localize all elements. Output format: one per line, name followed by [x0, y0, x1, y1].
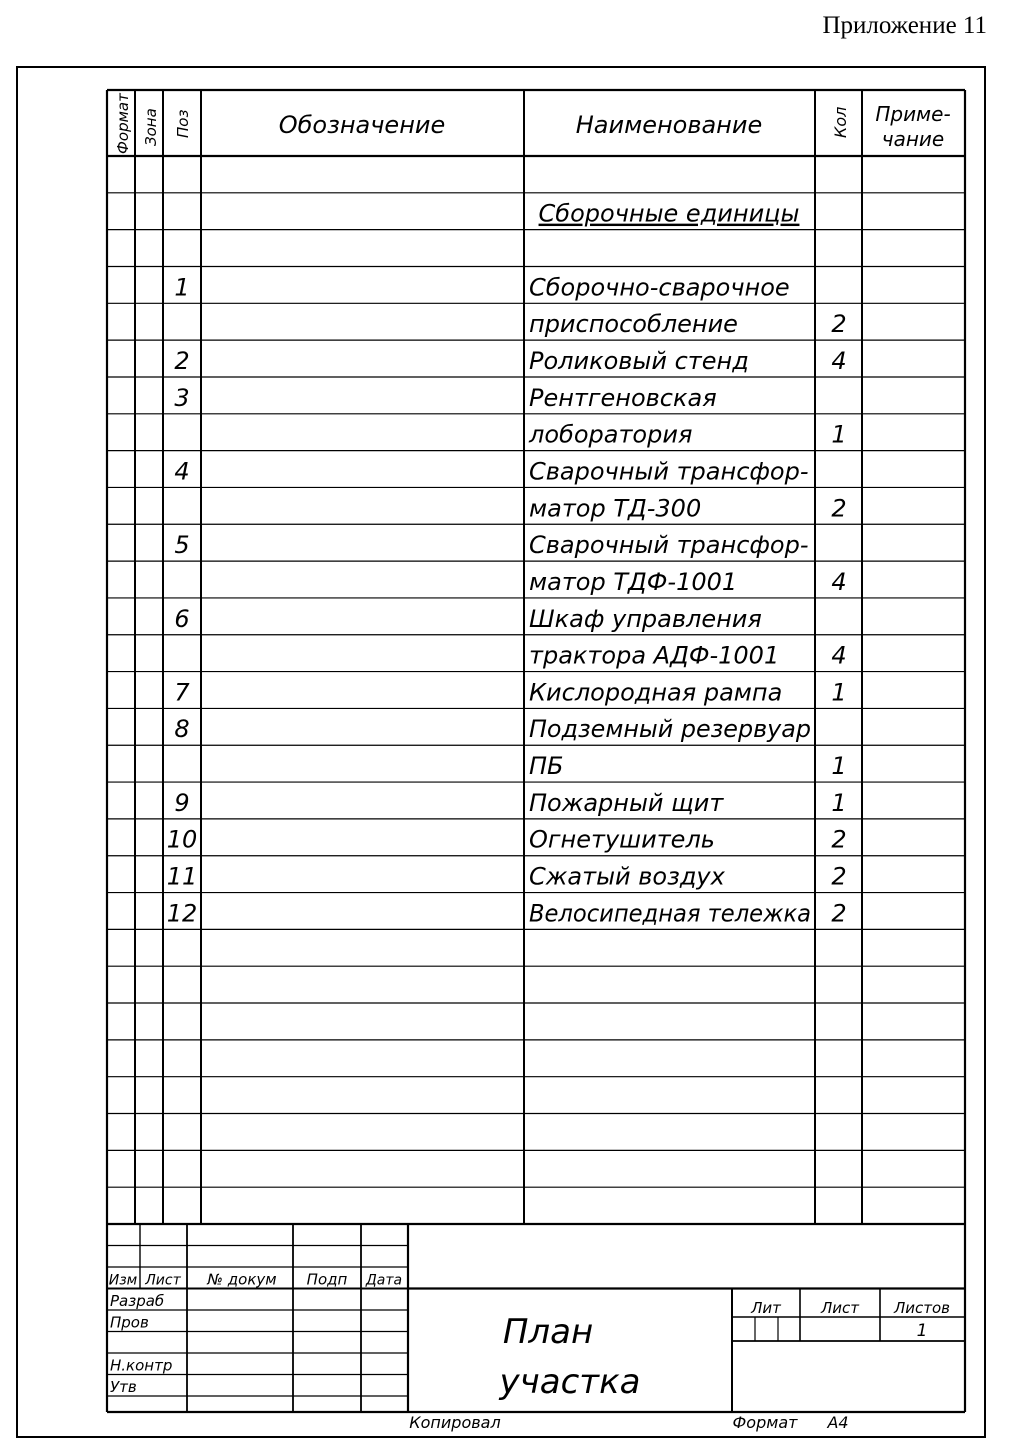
row-name: Кислородная рампа: [529, 678, 783, 707]
row-name: Роликовый стенд: [529, 346, 749, 375]
tb-lit: Лит: [751, 1299, 781, 1317]
tb-title-line1: План: [502, 1312, 594, 1352]
row-pos: 1: [174, 273, 190, 302]
row-pos: 6: [174, 604, 190, 633]
row-name: Рентгеновская: [529, 383, 717, 412]
footer-format-value: A4: [827, 1413, 849, 1432]
row-qty: 2: [831, 862, 847, 891]
row-name: ПБ: [529, 752, 564, 781]
header-zone: Зона: [142, 108, 160, 146]
tb-sheets: Листов: [893, 1299, 951, 1317]
row-pos: 8: [174, 715, 190, 744]
tb-list: Лист: [145, 1272, 181, 1289]
row-name: Пожарный щит: [529, 788, 724, 817]
row-name: матор ТД-300: [529, 494, 702, 523]
header-note-line2: чание: [881, 127, 945, 151]
row-qty: 1: [831, 678, 847, 707]
row-pos: 10: [166, 825, 198, 854]
tb-approved: Утв: [110, 1378, 137, 1396]
row-qty: 1: [831, 788, 847, 817]
row-name: Шкаф управления: [529, 604, 762, 633]
row-qty: 1: [831, 420, 847, 449]
row-qty: 4: [831, 346, 847, 375]
row-qty: 4: [831, 567, 847, 596]
row-name: Огнетушитель: [529, 825, 715, 854]
row-qty: 2: [831, 310, 847, 339]
tb-izm: Изм: [108, 1272, 138, 1289]
appendix-label: Приложение 11: [822, 12, 987, 39]
row-qty: 2: [831, 825, 847, 854]
row-pos: 11: [166, 862, 198, 891]
row-qty: 2: [831, 899, 847, 928]
footer-format-label: Формат: [732, 1413, 798, 1432]
header-pos: Поз: [174, 109, 192, 138]
row-pos: 3: [174, 383, 190, 412]
tb-developed: Разраб: [110, 1292, 165, 1310]
row-pos: 12: [166, 899, 198, 928]
tb-sign: Подп: [306, 1270, 348, 1289]
row-name: матор ТДФ-1001: [529, 567, 738, 596]
tb-title-line2: участка: [499, 1362, 641, 1402]
header-designation: Обозначение: [278, 111, 446, 139]
section-title: Сборочные единицы: [538, 199, 800, 228]
tb-date: Дата: [365, 1272, 403, 1289]
row-name: Сжатый воздух: [529, 862, 725, 891]
row-qty: 2: [831, 494, 847, 523]
row-qty: 1: [831, 752, 847, 781]
tb-checked: Пров: [110, 1313, 149, 1332]
tb-doc-no: № докум: [207, 1270, 277, 1289]
row-pos: 7: [174, 678, 190, 707]
footer-copied: Копировал: [409, 1413, 501, 1432]
header-note-line1: Приме-: [875, 102, 951, 126]
row-pos: 4: [174, 457, 190, 486]
row-name: Сварочный трансфор-: [529, 457, 809, 486]
row-pos: 5: [174, 531, 190, 560]
row-qty: 4: [831, 641, 847, 670]
tb-sheet: Лист: [820, 1299, 860, 1317]
row-name: Сборочно-сварочное: [529, 273, 790, 302]
header-name: Наименование: [575, 111, 763, 139]
row-pos: 9: [174, 788, 190, 817]
header-format: Формат: [114, 93, 132, 154]
row-name: Велосипедная тележка: [529, 899, 811, 928]
row-name: лоборатория: [529, 420, 693, 449]
row-name: Сварочный трансфор-: [529, 531, 809, 560]
tb-norm-control: Н.контр: [110, 1356, 173, 1375]
header-qty: Кол: [831, 106, 850, 138]
row-pos: 2: [174, 346, 190, 375]
row-name: приспособление: [529, 310, 738, 339]
row-name: Подземный резервуар: [529, 715, 811, 744]
tb-sheets-value: 1: [916, 1321, 928, 1341]
row-name: трактора АДФ-1001: [529, 641, 780, 670]
